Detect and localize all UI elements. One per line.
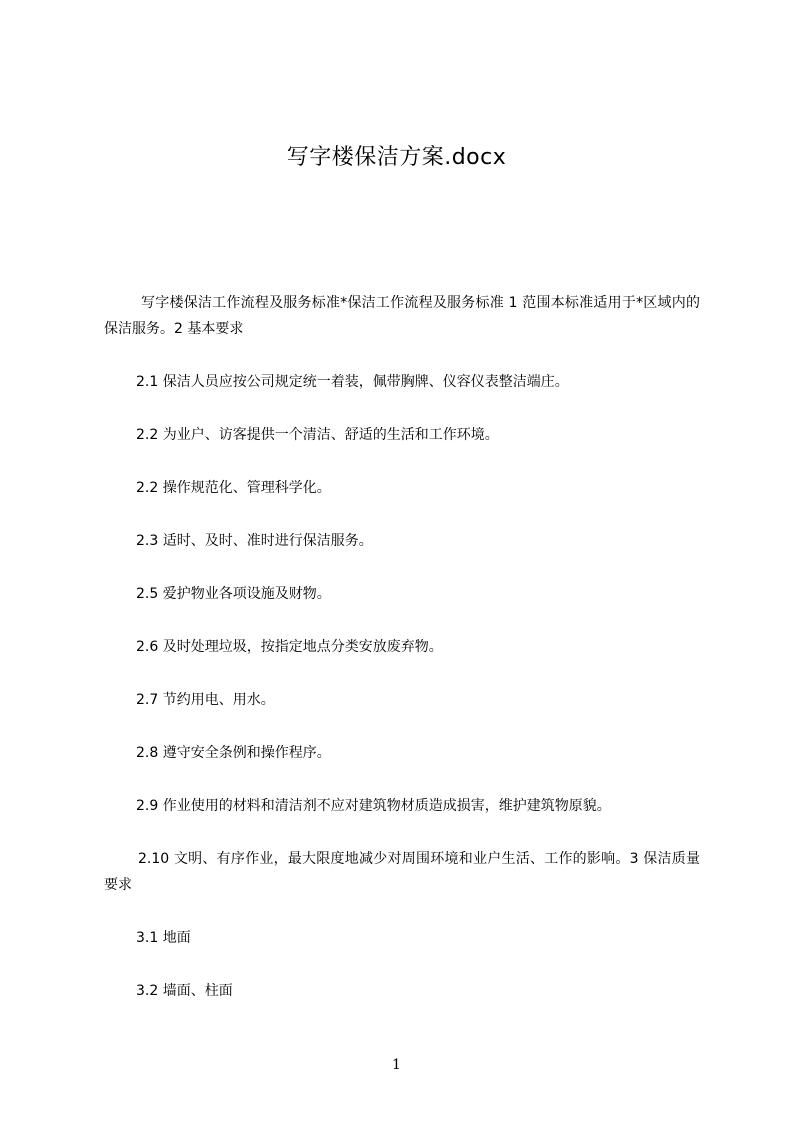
paragraph-2-1: 2.1 保洁人员应按公司规定统一着装，佩带胸牌、仪容仪表整洁端庄。: [136, 374, 569, 390]
paragraph-2-10: 2.10 文明、有序作业，最大限度地减少对周围环境和业户生活、工作的影响。3 保洁质量要求: [104, 851, 700, 893]
paragraph-3-1: 3.1 地面: [136, 930, 191, 946]
paragraph-intro: 写字楼保洁工作流程及服务标准*保洁工作流程及服务标准 1 范围本标准适用于*区域内的保洁服务。2 基本要求: [104, 295, 700, 337]
paragraph-3-2: 3.2 墙面、柱面: [136, 983, 233, 999]
document-body: [104, 290, 700, 1031]
document-title: 写字楼保洁方案.docx: [286, 145, 507, 170]
paragraph-2-6: 2.6 及时处理垃圾，按指定地点分类安放废弃物。: [136, 639, 443, 655]
paragraph-2-2-b: 2.2 操作规范化、管理科学化。: [136, 480, 331, 496]
paragraph-2-7: 2.7 节约用电、用水。: [136, 692, 275, 708]
paragraph-2-9: 2.9 作业使用的材料和清洁剂不应对建筑物材质造成损害，维护建筑物原貌。: [136, 798, 611, 814]
paragraph-2-8: 2.8 遵守安全条例和操作程序。: [136, 745, 331, 761]
paragraph-2-5: 2.5 爱护物业各项设施及财物。: [136, 586, 331, 602]
page-number: 1: [392, 1057, 401, 1073]
paragraph-2-2-a: 2.2 为业户、访客提供一个清洁、舒适的生活和工作环境。: [136, 427, 499, 443]
paragraph-2-3: 2.3 适时、及时、准时进行保洁服务。: [136, 533, 373, 549]
